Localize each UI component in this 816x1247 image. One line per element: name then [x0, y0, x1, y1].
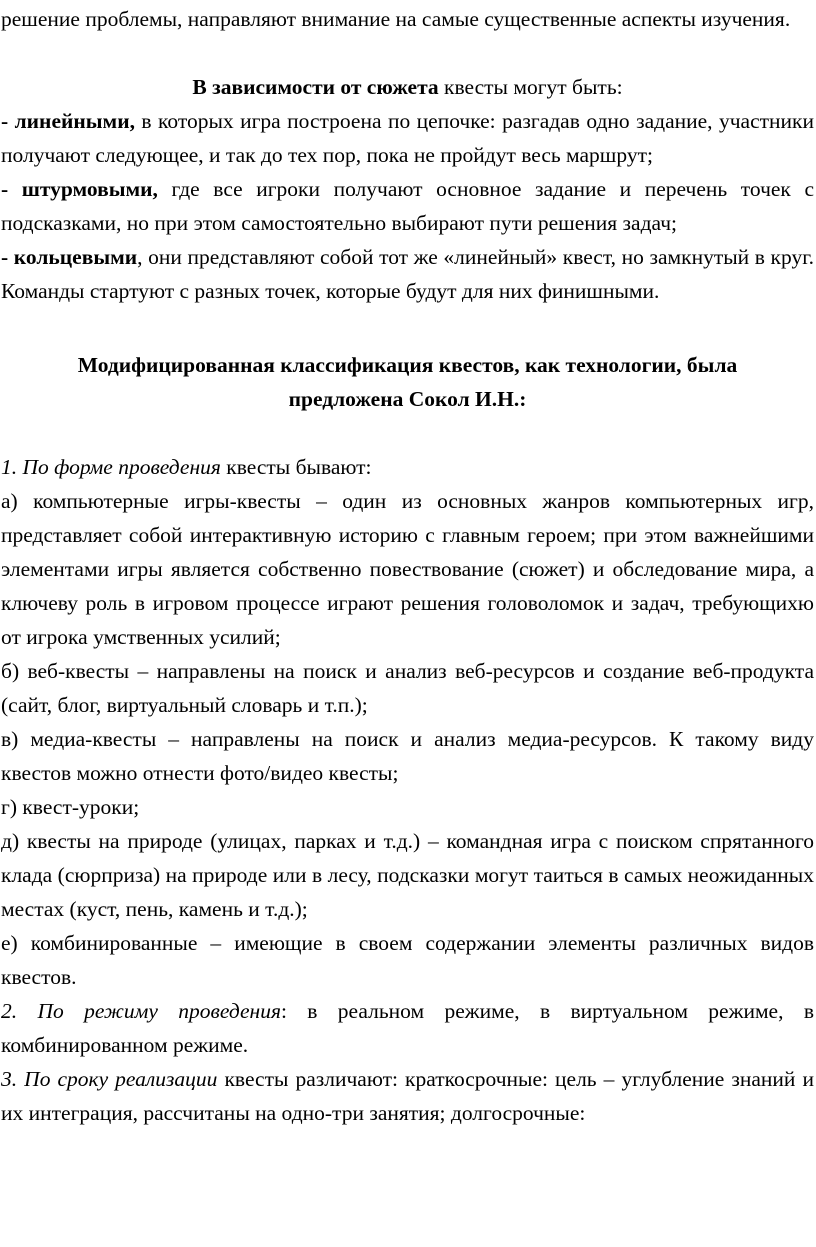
plot-item-ring: [1, 240, 814, 308]
section2-paragraph: [1, 994, 814, 1062]
section1-label: 1. По форме проведения: [1, 455, 221, 479]
section2-label: 2. По режиму проведения: [1, 999, 281, 1023]
plot-heading-bold: В зависимости от сюжета: [192, 75, 439, 99]
plot-item-storm: [1, 172, 814, 240]
classification-heading-line2: предложена Сокол И.Н.:: [288, 387, 527, 411]
classification-heading: [1, 348, 814, 416]
plot-heading: [1, 70, 814, 104]
plot-item-term: - кольцевыми: [1, 245, 138, 269]
section1-item-c: в) медиа-квесты – направлены на поиск и анализ медиа-ресурсов. К такому виду квестов можно отнести фото/видео квесты;: [1, 727, 814, 785]
plot-item-term: - штурмовыми,: [1, 177, 158, 201]
plot-item-text: , они представляют собой тот же «линейный» квест, но замкнутый в круг. Команды стартуют с разных точек, которые будут для них финишными.: [1, 245, 814, 303]
plot-item-text: в которых игра построена по цепочке: разгадав одно задание, участники получают следующее, и так до тех пор, пока не пройдут весь маршрут;: [1, 109, 815, 167]
plot-heading-rest: квесты могут быть:: [438, 75, 623, 99]
intro-paragraph: решение проблемы, направляют внимание на самые существенные аспекты изучения.: [1, 7, 791, 31]
section1-item-f: е) комбинированные – имеющие в своем содержании элементы различных видов квестов.: [1, 931, 814, 989]
section2-rest: : в реальном режиме, в виртуальном режиме, в комбинированном режиме.: [1, 999, 814, 1057]
plot-item-text: где все игроки получают основное задание и перечень точек с подсказками, но при этом самостоятельно выбирают пути решения задач;: [1, 177, 814, 235]
section1-heading: [1, 450, 814, 484]
section1-item-d: г) квест-уроки;: [1, 795, 140, 819]
plot-item-term: - линейными,: [1, 109, 135, 133]
section3-label: 3. По сроку реализации: [1, 1067, 218, 1091]
section1-item-e: д) квесты на природе (улицах, парках и т.д.) – командная игра с поиском спрятанного клада (сюрприза) на природе или в лесу, подсказки могут таиться в самых неожиданных местах (куст, пень, камень и т.д.);: [1, 829, 814, 921]
classification-heading-line1: Модифицированная классификация квестов, как технологии, была: [77, 353, 738, 377]
section1-item-b: б) веб-квесты – направлены на поиск и анализ веб-ресурсов и создание веб-продукта (сайт, блог, виртуальный словарь и т.п.);: [1, 659, 814, 717]
plot-item-linear: [1, 104, 814, 172]
section1-item-a: а) компьютерные игры-квесты – один из основных жанров компьютерных игр, представляет собой интерактивную историю с главным героем; при этом важнейшими элементами игры является собственно повествование (сюжет) и обследование мира, а ключеву роль в игровом процессе играют решения головоломок и задач, требующихю от игрока умственных усилий;: [1, 489, 814, 649]
section1-rest: квесты бывают:: [220, 455, 372, 479]
section3-paragraph: [1, 1062, 814, 1130]
section3-rest: квесты различают: краткосрочные: цель – углубление знаний и их интеграция, рассчитаны на одно-три занятия; долгосрочные:: [1, 1067, 814, 1125]
